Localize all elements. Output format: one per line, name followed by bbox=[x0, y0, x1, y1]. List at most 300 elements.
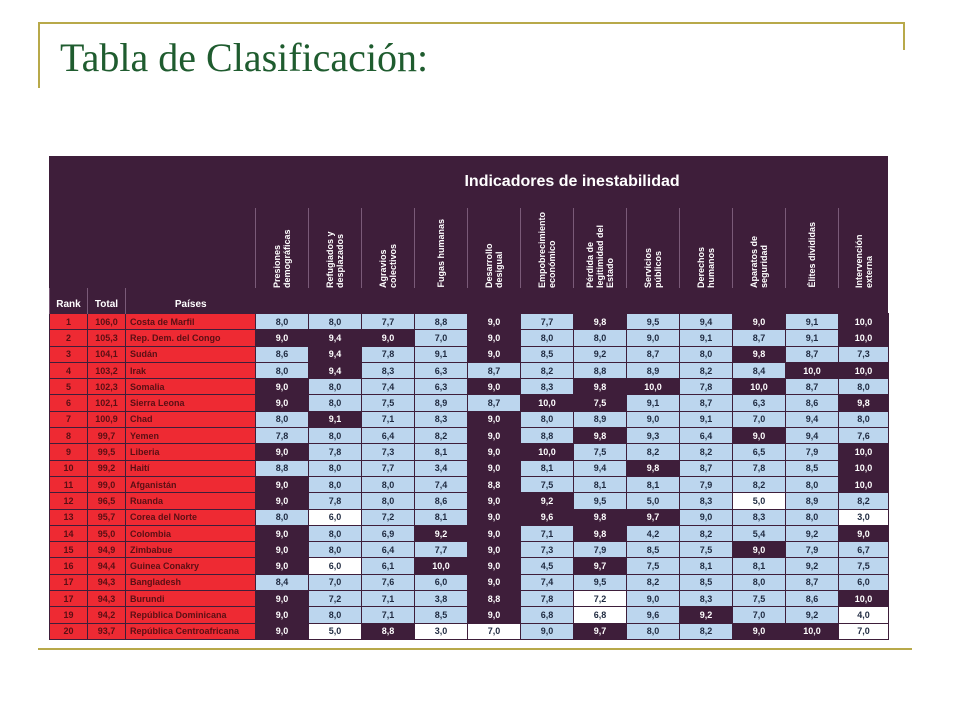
cell-indicator-value: 9,0 bbox=[256, 607, 309, 623]
indicator-header-label: Aparatos de seguridad bbox=[749, 235, 769, 288]
cell-indicator-value: 8,7 bbox=[468, 362, 521, 378]
indicator-column-spacer bbox=[839, 288, 889, 314]
cell-indicator-value: 9,0 bbox=[733, 542, 786, 558]
cell-rank: 14 bbox=[50, 525, 88, 541]
indicator-column-spacer bbox=[733, 288, 786, 314]
cell-total: 99,7 bbox=[88, 428, 126, 444]
cell-indicator-value: 8,0 bbox=[627, 623, 680, 639]
cell-total: 94,2 bbox=[88, 607, 126, 623]
cell-indicator-value: 9,1 bbox=[415, 346, 468, 362]
cell-indicator-value: 8,0 bbox=[521, 330, 574, 346]
cell-rank: 7 bbox=[50, 411, 88, 427]
cell-indicator-value: 9,6 bbox=[627, 607, 680, 623]
cell-indicator-value: 7,9 bbox=[680, 476, 733, 492]
cell-indicator-value: 8,8 bbox=[468, 591, 521, 607]
cell-indicator-value: 8,0 bbox=[309, 379, 362, 395]
table-row bbox=[50, 411, 889, 427]
cell-indicator-value: 4,0 bbox=[839, 607, 889, 623]
cell-indicator-value: 9,4 bbox=[574, 460, 627, 476]
cell-indicator-value: 8,0 bbox=[362, 476, 415, 492]
cell-indicator-value: 5,0 bbox=[309, 623, 362, 639]
cell-indicator-value: 7,0 bbox=[733, 607, 786, 623]
cell-indicator-value: 8,8 bbox=[415, 314, 468, 330]
cell-indicator-value: 9,0 bbox=[256, 525, 309, 541]
table-row bbox=[50, 395, 889, 411]
cell-indicator-value: 8,3 bbox=[680, 591, 733, 607]
cell-indicator-value: 8,9 bbox=[786, 493, 839, 509]
cell-rank: 17 bbox=[50, 574, 88, 590]
decorative-right-tick bbox=[903, 22, 905, 50]
cell-indicator-value: 9,4 bbox=[786, 428, 839, 444]
cell-indicator-value: 8,7 bbox=[468, 395, 521, 411]
cell-indicator-value: 8,2 bbox=[680, 525, 733, 541]
cell-indicator-value: 9,1 bbox=[627, 395, 680, 411]
cell-indicator-value: 10,0 bbox=[786, 623, 839, 639]
cell-indicator-value: 8,3 bbox=[415, 411, 468, 427]
cell-indicator-value: 7,2 bbox=[362, 509, 415, 525]
cell-indicator-value: 7,1 bbox=[362, 607, 415, 623]
cell-indicator-value: 8,0 bbox=[839, 411, 889, 427]
cell-country: Zimbabue bbox=[126, 542, 256, 558]
cell-indicator-value: 7,0 bbox=[468, 623, 521, 639]
cell-indicator-value: 3,8 bbox=[415, 591, 468, 607]
cell-indicator-value: 9,6 bbox=[521, 509, 574, 525]
cell-indicator-value: 7,6 bbox=[362, 574, 415, 590]
cell-indicator-value: 7,8 bbox=[733, 460, 786, 476]
cell-total: 106,0 bbox=[88, 314, 126, 330]
indicator-header bbox=[839, 208, 889, 288]
cell-indicator-value: 9,5 bbox=[574, 574, 627, 590]
cell-indicator-value: 8,7 bbox=[786, 379, 839, 395]
cell-indicator-value: 7,2 bbox=[309, 591, 362, 607]
table-row bbox=[50, 623, 889, 639]
cell-country: Bangladesh bbox=[126, 574, 256, 590]
cell-country: Chad bbox=[126, 411, 256, 427]
cell-indicator-value: 9,0 bbox=[468, 346, 521, 362]
slide-title: Tabla de Clasificación: bbox=[60, 35, 429, 80]
cell-indicator-value: 8,2 bbox=[839, 493, 889, 509]
cell-indicator-value: 7,0 bbox=[415, 330, 468, 346]
cell-indicator-value: 7,0 bbox=[839, 623, 889, 639]
cell-indicator-value: 9,0 bbox=[256, 623, 309, 639]
cell-indicator-value: 8,0 bbox=[839, 379, 889, 395]
cell-indicator-value: 7,5 bbox=[733, 591, 786, 607]
cell-total: 94,4 bbox=[88, 558, 126, 574]
decorative-top-line bbox=[38, 22, 904, 24]
cell-indicator-value: 6,3 bbox=[415, 379, 468, 395]
cell-indicator-value: 7,3 bbox=[839, 346, 889, 362]
table-row bbox=[50, 379, 889, 395]
cell-country: Colombia bbox=[126, 525, 256, 541]
cell-indicator-value: 5,0 bbox=[627, 493, 680, 509]
cell-indicator-value: 7,5 bbox=[574, 444, 627, 460]
cell-indicator-value: 7,1 bbox=[521, 525, 574, 541]
cell-indicator-value: 9,3 bbox=[627, 428, 680, 444]
cell-indicator-value: 8,0 bbox=[786, 476, 839, 492]
cell-rank: 16 bbox=[50, 558, 88, 574]
cell-indicator-value: 7,1 bbox=[362, 591, 415, 607]
indicator-header-label: Empobrecimiento económico bbox=[537, 211, 557, 288]
cell-indicator-value: 7,1 bbox=[362, 411, 415, 427]
cell-rank: 9 bbox=[50, 444, 88, 460]
indicator-header bbox=[627, 208, 680, 288]
indicator-header bbox=[733, 208, 786, 288]
cell-indicator-value: 9,4 bbox=[309, 362, 362, 378]
cell-indicator-value: 8,0 bbox=[309, 460, 362, 476]
cell-indicator-value: 7,3 bbox=[362, 444, 415, 460]
cell-indicator-value: 8,6 bbox=[786, 591, 839, 607]
cell-indicator-value: 8,1 bbox=[415, 444, 468, 460]
cell-total: 99,2 bbox=[88, 460, 126, 476]
cell-indicator-value: 8,8 bbox=[521, 428, 574, 444]
cell-indicator-value: 9,1 bbox=[680, 330, 733, 346]
cell-indicator-value: 9,8 bbox=[574, 509, 627, 525]
cell-indicator-value: 3,4 bbox=[415, 460, 468, 476]
table-row bbox=[50, 330, 889, 346]
cell-indicator-value: 9,0 bbox=[627, 411, 680, 427]
indicator-column-spacer bbox=[521, 288, 574, 314]
cell-indicator-value: 8,0 bbox=[309, 476, 362, 492]
cell-indicator-value: 9,0 bbox=[362, 330, 415, 346]
cell-indicator-value: 9,0 bbox=[256, 395, 309, 411]
cell-indicator-value: 9,0 bbox=[733, 314, 786, 330]
cell-indicator-value: 8,0 bbox=[256, 509, 309, 525]
cell-indicator-value: 7,5 bbox=[574, 395, 627, 411]
cell-indicator-value: 6,0 bbox=[839, 574, 889, 590]
cell-indicator-value: 8,2 bbox=[680, 623, 733, 639]
cell-indicator-value: 8,6 bbox=[786, 395, 839, 411]
cell-total: 94,9 bbox=[88, 542, 126, 558]
cell-indicator-value: 9,0 bbox=[468, 379, 521, 395]
cell-country: República Centroafricana bbox=[126, 623, 256, 639]
cell-indicator-value: 6,0 bbox=[309, 558, 362, 574]
cell-indicator-value: 8,2 bbox=[680, 362, 733, 378]
cell-indicator-value: 6,5 bbox=[733, 444, 786, 460]
cell-indicator-value: 8,6 bbox=[415, 493, 468, 509]
cell-total: 105,3 bbox=[88, 330, 126, 346]
cell-total: 96,5 bbox=[88, 493, 126, 509]
table-row bbox=[50, 591, 889, 607]
cell-indicator-value: 8,8 bbox=[468, 476, 521, 492]
table-body bbox=[50, 314, 889, 640]
indicator-header-label: Servicios públicos bbox=[643, 247, 663, 288]
cell-indicator-value: 8,1 bbox=[627, 476, 680, 492]
indicator-column-spacer bbox=[415, 288, 468, 314]
cell-indicator-value: 10,0 bbox=[521, 395, 574, 411]
cell-indicator-value: 8,7 bbox=[680, 460, 733, 476]
indicator-header-label: Élites divididas bbox=[807, 222, 817, 288]
cell-indicator-value: 9,2 bbox=[786, 558, 839, 574]
cell-indicator-value: 8,3 bbox=[362, 362, 415, 378]
cell-indicator-value: 7,5 bbox=[627, 558, 680, 574]
cell-indicator-value: 8,5 bbox=[786, 460, 839, 476]
cell-indicator-value: 8,2 bbox=[627, 574, 680, 590]
indicator-header bbox=[468, 208, 521, 288]
cell-indicator-value: 8,7 bbox=[627, 346, 680, 362]
cell-indicator-value: 9,0 bbox=[256, 542, 309, 558]
cell-rank: 2 bbox=[50, 330, 88, 346]
cell-indicator-value: 9,0 bbox=[468, 330, 521, 346]
indicator-header bbox=[786, 208, 839, 288]
cell-indicator-value: 8,1 bbox=[680, 558, 733, 574]
indicator-header bbox=[256, 208, 309, 288]
cell-indicator-value: 4,5 bbox=[521, 558, 574, 574]
ranking-table-container bbox=[49, 156, 888, 638]
indicator-header-label: Agravios colectivos bbox=[378, 243, 398, 288]
cell-total: 99,0 bbox=[88, 476, 126, 492]
cell-rank: 15 bbox=[50, 542, 88, 558]
cell-country: República Dominicana bbox=[126, 607, 256, 623]
cell-indicator-value: 8,0 bbox=[733, 574, 786, 590]
cell-indicator-value: 9,5 bbox=[627, 314, 680, 330]
table-row bbox=[50, 476, 889, 492]
cell-indicator-value: 8,9 bbox=[415, 395, 468, 411]
cell-indicator-value: 7,9 bbox=[786, 542, 839, 558]
cell-indicator-value: 8,7 bbox=[786, 346, 839, 362]
cell-indicator-value: 6,3 bbox=[733, 395, 786, 411]
cell-indicator-value: 9,2 bbox=[786, 607, 839, 623]
indicator-column-spacer bbox=[786, 288, 839, 314]
cell-indicator-value: 10,0 bbox=[839, 476, 889, 492]
cell-indicator-value: 9,8 bbox=[574, 314, 627, 330]
cell-indicator-value: 9,8 bbox=[839, 395, 889, 411]
cell-indicator-value: 9,1 bbox=[680, 411, 733, 427]
cell-indicator-value: 10,0 bbox=[786, 362, 839, 378]
cell-indicator-value: 6,3 bbox=[415, 362, 468, 378]
table-row bbox=[50, 362, 889, 378]
cell-indicator-value: 9,0 bbox=[468, 558, 521, 574]
cell-indicator-value: 8,0 bbox=[362, 493, 415, 509]
table-row bbox=[50, 460, 889, 476]
indicator-header-label: Presiones demográficas bbox=[272, 229, 292, 288]
cell-indicator-value: 10,0 bbox=[839, 591, 889, 607]
cell-indicator-value: 9,7 bbox=[627, 509, 680, 525]
table-row bbox=[50, 314, 889, 330]
indicator-header-label: Pérdida de legitimidad del Estado bbox=[585, 224, 615, 288]
cell-rank: 20 bbox=[50, 623, 88, 639]
cell-indicator-value: 6,7 bbox=[839, 542, 889, 558]
cell-indicator-value: 9,0 bbox=[256, 379, 309, 395]
cell-indicator-value: 9,0 bbox=[468, 444, 521, 460]
cell-indicator-value: 9,1 bbox=[786, 330, 839, 346]
cell-indicator-value: 8,2 bbox=[680, 444, 733, 460]
cell-indicator-value: 10,0 bbox=[733, 379, 786, 395]
cell-indicator-value: 8,2 bbox=[521, 362, 574, 378]
cell-rank: 17 bbox=[50, 591, 88, 607]
cell-indicator-value: 8,0 bbox=[309, 607, 362, 623]
cell-total: 103,2 bbox=[88, 362, 126, 378]
cell-indicator-value: 7,9 bbox=[786, 444, 839, 460]
cell-country: Burundi bbox=[126, 591, 256, 607]
cell-rank: 1 bbox=[50, 314, 88, 330]
cell-total: 99,5 bbox=[88, 444, 126, 460]
indicator-header bbox=[415, 208, 468, 288]
cell-indicator-value: 9,2 bbox=[574, 346, 627, 362]
cell-indicator-value: 10,0 bbox=[415, 558, 468, 574]
cell-indicator-value: 9,0 bbox=[256, 591, 309, 607]
table-row bbox=[50, 574, 889, 590]
cell-indicator-value: 10,0 bbox=[839, 460, 889, 476]
cell-country: Sierra Leona bbox=[126, 395, 256, 411]
cell-indicator-value: 8,5 bbox=[415, 607, 468, 623]
cell-indicator-value: 7,7 bbox=[362, 460, 415, 476]
cell-indicator-value: 9,8 bbox=[627, 460, 680, 476]
cell-indicator-value: 7,4 bbox=[415, 476, 468, 492]
cell-country: Ruanda bbox=[126, 493, 256, 509]
cell-indicator-value: 9,0 bbox=[468, 314, 521, 330]
cell-indicator-value: 8,0 bbox=[309, 542, 362, 558]
cell-indicator-value: 7,4 bbox=[362, 379, 415, 395]
cell-indicator-value: 7,5 bbox=[362, 395, 415, 411]
cell-rank: 10 bbox=[50, 460, 88, 476]
cell-indicator-value: 9,0 bbox=[468, 525, 521, 541]
cell-indicator-value: 9,7 bbox=[574, 623, 627, 639]
cell-indicator-value: 6,8 bbox=[521, 607, 574, 623]
cell-indicator-value: 7,0 bbox=[733, 411, 786, 427]
cell-country: Corea del Norte bbox=[126, 509, 256, 525]
cell-indicator-value: 8,0 bbox=[680, 346, 733, 362]
cell-indicator-value: 7,5 bbox=[521, 476, 574, 492]
cell-indicator-value: 7,5 bbox=[680, 542, 733, 558]
indicator-column-spacer bbox=[256, 288, 309, 314]
header-spacer bbox=[50, 156, 256, 208]
cell-indicator-value: 7,8 bbox=[309, 444, 362, 460]
cell-indicator-value: 8,7 bbox=[680, 395, 733, 411]
cell-indicator-value: 9,8 bbox=[574, 525, 627, 541]
cell-indicator-value: 9,0 bbox=[733, 428, 786, 444]
cell-indicator-value: 3,0 bbox=[839, 509, 889, 525]
cell-indicator-value: 8,7 bbox=[733, 330, 786, 346]
cell-indicator-value: 9,8 bbox=[733, 346, 786, 362]
cell-indicator-value: 8,3 bbox=[733, 509, 786, 525]
cell-indicator-value: 9,1 bbox=[786, 314, 839, 330]
table-row bbox=[50, 509, 889, 525]
cell-indicator-value: 9,5 bbox=[574, 493, 627, 509]
cell-total: 93,7 bbox=[88, 623, 126, 639]
cell-indicator-value: 8,8 bbox=[362, 623, 415, 639]
cell-indicator-value: 8,9 bbox=[574, 411, 627, 427]
cell-indicator-value: 5,0 bbox=[733, 493, 786, 509]
cell-indicator-value: 8,4 bbox=[256, 574, 309, 590]
cell-indicator-value: 9,7 bbox=[574, 558, 627, 574]
cell-indicator-value: 8,0 bbox=[256, 314, 309, 330]
cell-indicator-value: 8,5 bbox=[627, 542, 680, 558]
cell-indicator-value: 6,4 bbox=[680, 428, 733, 444]
cell-indicator-value: 6,8 bbox=[574, 607, 627, 623]
cell-indicator-value: 7,6 bbox=[839, 428, 889, 444]
cell-indicator-value: 6,4 bbox=[362, 428, 415, 444]
cell-indicator-value: 8,1 bbox=[574, 476, 627, 492]
indicator-header bbox=[680, 208, 733, 288]
cell-indicator-value: 9,0 bbox=[627, 591, 680, 607]
cell-country: Liberia bbox=[126, 444, 256, 460]
cell-country: Somalia bbox=[126, 379, 256, 395]
cell-indicator-value: 10,0 bbox=[839, 444, 889, 460]
cell-indicator-value: 8,0 bbox=[574, 330, 627, 346]
cell-indicator-value: 9,1 bbox=[309, 411, 362, 427]
table-row bbox=[50, 346, 889, 362]
cell-indicator-value: 9,4 bbox=[786, 411, 839, 427]
column-header-rank: Rank bbox=[50, 288, 88, 314]
cell-country: Sudán bbox=[126, 346, 256, 362]
cell-indicator-value: 10,0 bbox=[839, 362, 889, 378]
table-row bbox=[50, 493, 889, 509]
table-row bbox=[50, 558, 889, 574]
cell-indicator-value: 7,3 bbox=[521, 542, 574, 558]
indicator-column-spacer bbox=[574, 288, 627, 314]
indicator-header bbox=[362, 208, 415, 288]
cell-indicator-value: 9,8 bbox=[574, 379, 627, 395]
cell-indicator-value: 9,0 bbox=[468, 411, 521, 427]
cell-indicator-value: 7,8 bbox=[521, 591, 574, 607]
cell-indicator-value: 3,0 bbox=[415, 623, 468, 639]
cell-indicator-value: 9,2 bbox=[786, 525, 839, 541]
cell-indicator-value: 9,0 bbox=[680, 509, 733, 525]
cell-indicator-value: 8,5 bbox=[521, 346, 574, 362]
cell-rank: 8 bbox=[50, 428, 88, 444]
cell-country: Costa de Marfil bbox=[126, 314, 256, 330]
decorative-bottom-line bbox=[38, 648, 912, 650]
cell-indicator-value: 9,2 bbox=[415, 525, 468, 541]
cell-total: 95,7 bbox=[88, 509, 126, 525]
cell-indicator-value: 7,7 bbox=[521, 314, 574, 330]
cell-indicator-value: 9,0 bbox=[468, 574, 521, 590]
cell-indicator-value: 9,2 bbox=[680, 607, 733, 623]
cell-indicator-value: 8,7 bbox=[786, 574, 839, 590]
cell-indicator-value: 6,0 bbox=[309, 509, 362, 525]
cell-indicator-value: 7,8 bbox=[256, 428, 309, 444]
cell-indicator-value: 9,4 bbox=[309, 346, 362, 362]
column-header-country: Países bbox=[126, 288, 256, 314]
indicator-header-label: Derechos humanos bbox=[696, 246, 716, 288]
cell-indicator-value: 8,5 bbox=[680, 574, 733, 590]
cell-indicator-value: 8,0 bbox=[521, 411, 574, 427]
cell-indicator-value: 7,7 bbox=[415, 542, 468, 558]
cell-country: Yemen bbox=[126, 428, 256, 444]
cell-indicator-value: 9,0 bbox=[733, 623, 786, 639]
cell-indicator-value: 7,2 bbox=[574, 591, 627, 607]
cell-total: 94,3 bbox=[88, 591, 126, 607]
cell-rank: 6 bbox=[50, 395, 88, 411]
indicator-header-label: Intervención externa bbox=[853, 234, 874, 288]
cell-indicator-value: 7,8 bbox=[362, 346, 415, 362]
indicator-column-spacer bbox=[362, 288, 415, 314]
decorative-vertical-line bbox=[38, 22, 40, 88]
cell-rank: 12 bbox=[50, 493, 88, 509]
indicator-column-spacer bbox=[309, 288, 362, 314]
cell-indicator-value: 9,0 bbox=[839, 525, 889, 541]
cell-country: Irak bbox=[126, 362, 256, 378]
cell-indicator-value: 8,2 bbox=[415, 428, 468, 444]
cell-indicator-value: 8,4 bbox=[733, 362, 786, 378]
cell-indicator-value: 7,0 bbox=[309, 574, 362, 590]
cell-total: 100,9 bbox=[88, 411, 126, 427]
cell-indicator-value: 8,1 bbox=[521, 460, 574, 476]
indicator-header bbox=[574, 208, 627, 288]
cell-indicator-value: 9,8 bbox=[574, 428, 627, 444]
cell-total: 104,1 bbox=[88, 346, 126, 362]
cell-indicator-value: 8,0 bbox=[786, 509, 839, 525]
cell-indicator-value: 9,0 bbox=[468, 493, 521, 509]
cell-indicator-value: 4,2 bbox=[627, 525, 680, 541]
cell-indicator-value: 8,0 bbox=[309, 428, 362, 444]
cell-indicator-value: 8,0 bbox=[309, 525, 362, 541]
cell-indicator-value: 9,0 bbox=[468, 542, 521, 558]
table-row bbox=[50, 542, 889, 558]
cell-indicator-value: 8,9 bbox=[627, 362, 680, 378]
cell-rank: 19 bbox=[50, 607, 88, 623]
cell-indicator-value: 8,8 bbox=[574, 362, 627, 378]
